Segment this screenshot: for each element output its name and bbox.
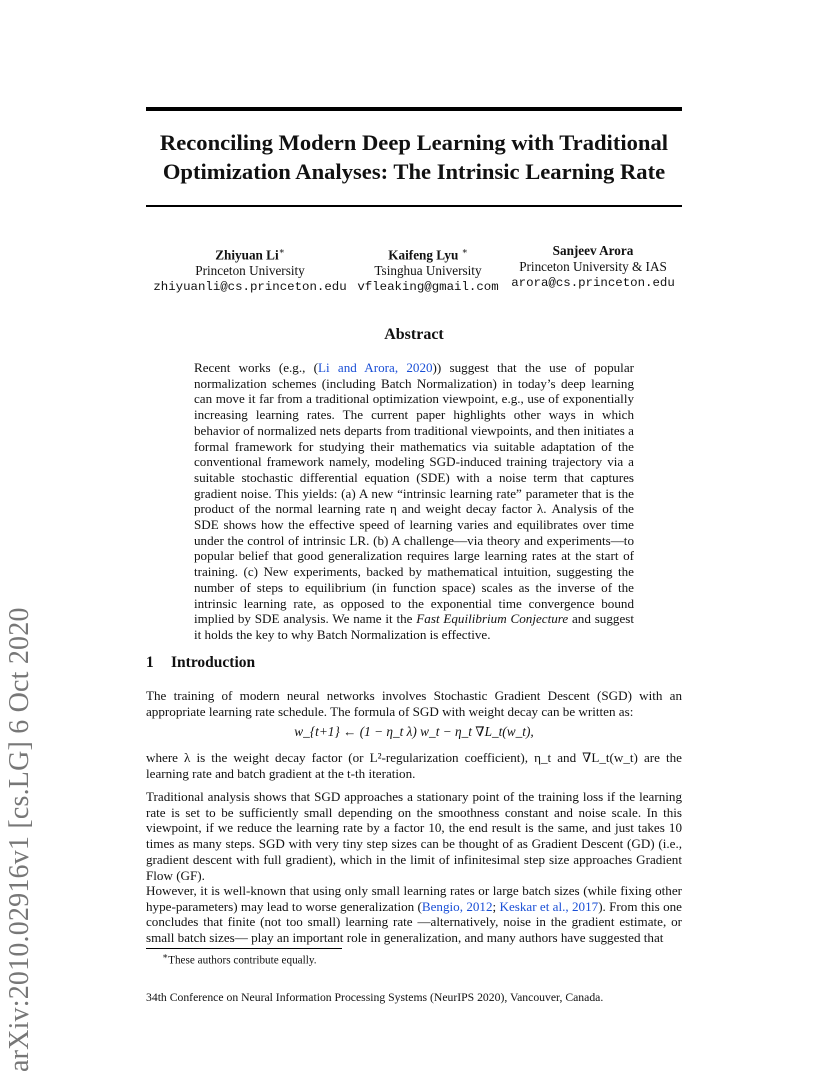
title-line-2: Optimization Analyses: The Intrinsic Learning Rate — [162, 159, 666, 184]
author-name: Sanjeev Arora — [552, 243, 634, 258]
paragraph-text: ). From this one concludes that finite (not too small) learning rate —alternatively, noise in the gradient estimate, or small batch sizes— play an important role in generalization, and many authors have suggested that — [146, 898, 682, 946]
title-line-1: Reconciling Modern Deep Learning with Traditional — [159, 130, 669, 155]
intro-paragraph-2: where λ is the weight decay factor (or L²-regularization coefficient), η_t and ∇L_t(w_t) are the learning rate and batch gradient at the t-th iteration. — [146, 750, 682, 781]
abstract-text: and suggest it holds the key to why Batch Normalization is effective. — [194, 611, 634, 642]
author-email[interactable]: vfleaking@gmail.com — [357, 280, 499, 295]
author-block-3 — [506, 243, 680, 291]
author-mark: ∗ — [461, 246, 468, 256]
paragraph-text: ; — [492, 898, 500, 914]
author-block-2 — [356, 243, 500, 295]
paper-title — [146, 128, 682, 186]
author-affiliation: Princeton University — [195, 263, 305, 279]
intro-paragraph-1: The training of modern neural networks involves Stochastic Gradient Descent (SGD) with an appropriate learning rate schedule. The formula of SGD with weight decay can be written as: — [146, 688, 682, 719]
intro-paragraph-3: Traditional analysis shows that SGD approaches a stationary point of the training loss if the learning rate is set to be sufficiently small depending on the smoothness constant and noise scale. In this viewpoint, if we reduce the learning rate by a factor 10, the end result is the same, and just takes 10 times as many steps. SGD with very tiny step sizes can be thought of as Gradient Descent (GD) (i.e., gradient descent with full gradient), which in the limit of infinitesimal step size approaches Gradient Flow (GF). — [146, 789, 682, 883]
title-top-rule — [146, 107, 682, 111]
author-mark: ∗ — [278, 246, 285, 256]
abstract-text: )) suggest that the use of popular normalization schemes (including Batch Normalization) in today’s deep learning can move it far from a traditional optimization viewpoint, e.g., use of exponentially increasing learning rates. The current paper highlights other ways in which behavior of normalized nets departs from traditional viewpoints, and then initiates a formal framework for studying their mathematics via suitable adaptation of the conventional framework namely, modeling SGD-induced training trajectory via a suitable stochastic differential equation (SDE) with a noise term that captures gradient noise. This yields: (a) A new “intrinsic learning rate” parameter that is the product of the normal learning rate η and weight decay factor λ. Analysis of the SDE shows how the effective speed of learning varies and equilibrates over time under the control of intrinsic LR. (b) A challenge—via theory and experiments—to popular belief that good generalization requires large learning rates at the start of training. (c) New experiments, backed by mathematical intuition, suggesting the number of steps to equilibrium (in function space) scales as the inverse of the intrinsic learning rate, as opposed to the exponential time convergence bound implied by SDE analysis. We name it the — [194, 360, 634, 627]
footnote-text: These authors contribute equally. — [168, 954, 317, 967]
intro-paragraph-4 — [146, 883, 682, 946]
author-affiliation: Tsinghua University — [374, 263, 482, 279]
section-number: 1 — [146, 654, 154, 671]
footnote-rule — [146, 948, 342, 949]
arxiv-stamp: arXiv:2010.02916v1 [cs.LG] 6 Oct 2020 — [4, 607, 35, 1072]
section-title: Introduction — [171, 654, 256, 671]
arxiv-stamp-wrap — [0, 0, 70, 1072]
citation-link[interactable]: Bengio, 2012 — [421, 898, 493, 914]
footnote-mark: ∗ — [162, 951, 169, 961]
paragraph-text: However, it is well-known that using only small learning rates or large batch sizes (while fixing other hype-parameters) may lead to worse generalization ( — [146, 883, 682, 914]
author-email[interactable]: arora@cs.princeton.edu — [511, 276, 675, 290]
abstract-body — [194, 360, 634, 643]
author-name: Kaifeng Lyu — [388, 247, 459, 263]
sgd-equation: w_{t+1} ← (1 − η_t λ) w_t − η_t ∇L_t(w_t), — [294, 724, 534, 739]
title-bottom-rule — [146, 205, 682, 207]
citation-link[interactable]: Li and Arora, 2020 — [318, 360, 433, 375]
abstract-emphasis: Fast Equilibrium Conjecture — [416, 611, 569, 627]
abstract-heading: Abstract — [384, 326, 444, 343]
author-block-1 — [150, 243, 350, 295]
footnote — [162, 951, 317, 967]
author-affiliation: Princeton University & IAS — [519, 259, 667, 274]
author-name: Zhiyuan Li — [215, 247, 279, 263]
abstract-text: Recent works (e.g., ( — [194, 360, 318, 375]
author-email[interactable]: zhiyuanli@cs.princeton.edu — [153, 280, 347, 295]
section-heading — [146, 654, 255, 672]
citation-link[interactable]: Keskar et al., 2017 — [499, 898, 599, 914]
conference-footer: 34th Conference on Neural Information Processing Systems (NeurIPS 2020), Vancouver, Canada. — [146, 991, 604, 1004]
